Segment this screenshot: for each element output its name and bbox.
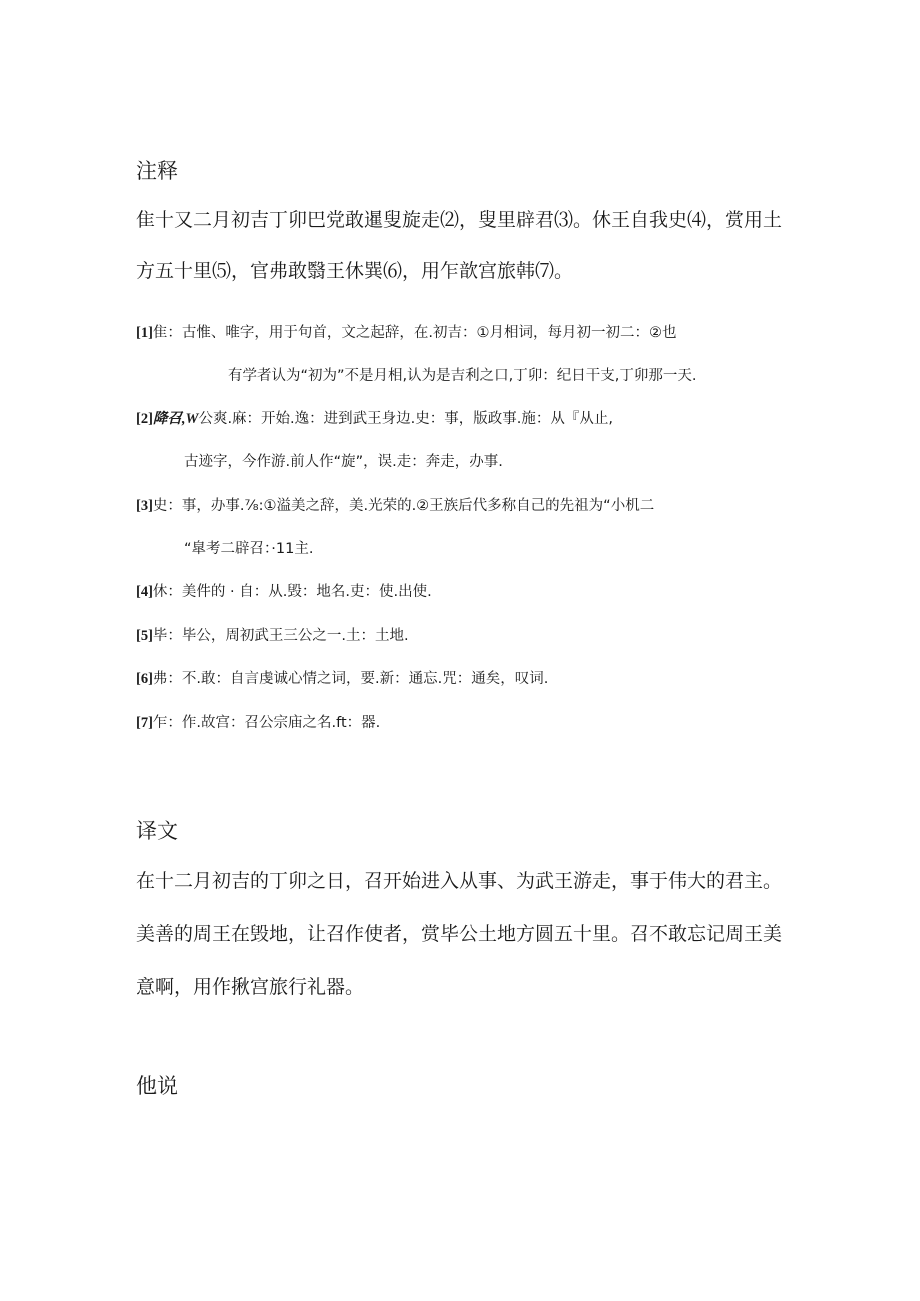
inscription-line-1: 隹十又二月初吉丁卯巴党敢暹叟旋走⑵，叟里辟君⑶。休王自我史⑷，赏用土 xyxy=(136,209,783,231)
note-text: 毕：毕公，周初武王三公之一.土：土地. xyxy=(152,628,409,644)
translation-line-2: 美善的周王在毁地，让召作使者，赏毕公土地方圆五十里。召不敢忘记周王美 xyxy=(136,923,783,945)
note-3 xyxy=(136,494,654,515)
note-2-continued xyxy=(184,450,503,471)
note-5 xyxy=(136,624,409,645)
note-6 xyxy=(136,667,548,688)
note-number: [4] xyxy=(136,584,153,600)
note-text: 公爽.麻：开始.逸：进到武王身边.史：事，版政事.施：从『从止, xyxy=(198,411,613,427)
note-garbled-text: 降召,W xyxy=(152,411,199,427)
note-number: [5] xyxy=(136,628,153,644)
note-number: [7] xyxy=(136,715,153,731)
note-text: 隹：古惟、唯字，用于句首，文之起辞，在.初吉：①月相词，每月初一初二：②也 xyxy=(152,325,677,341)
note-number: [3] xyxy=(136,498,153,514)
note-number: [1] xyxy=(136,325,153,341)
note-text: 古迹字，今作游.前人作“旋”，误.走：奔走，办事. xyxy=(184,454,503,470)
note-1 xyxy=(136,321,677,342)
note-3-continued xyxy=(184,537,313,558)
note-text: 休：美件的 · 自：从.毁：地名.吏：使.出使. xyxy=(152,584,432,600)
translation-line-1: 在十二月初吉的丁卯之日，召开始进入从事、为武王游走，事于伟大的君主。 xyxy=(136,870,783,892)
annotations-heading: 注释 xyxy=(136,159,178,183)
translation-line-3: 意啊，用作揪宫旅行礼器。 xyxy=(136,976,365,998)
others-heading: 他说 xyxy=(136,1074,178,1098)
note-1-continued xyxy=(228,364,696,385)
note-number: [6] xyxy=(136,671,153,687)
note-text: 弗：不.敢：自言虔诚心情之词，要.新：通忘.咒：通矣，叹词. xyxy=(152,671,549,687)
note-text: 有学者认为“初为”不是月相,认为是吉利之口,丁卯：纪日干支,丁卯那一天. xyxy=(228,368,697,384)
note-4 xyxy=(136,580,432,601)
note-text: 乍：作.故宫：召公宗庙之名.ft：器. xyxy=(152,715,381,731)
note-text: “皐考二辟召：·11主. xyxy=(184,541,314,557)
note-number: [2] xyxy=(136,411,153,427)
note-2 xyxy=(136,407,613,428)
note-7 xyxy=(136,711,380,732)
note-text: 史：事，办事.⅞:①溢美之辞，美.光荣的.②王族后代多称自己的先祖为“小机二 xyxy=(152,498,655,514)
translation-heading: 译文 xyxy=(136,819,178,843)
inscription-line-2: 方五十里⑸，官弗敢翳王休巽⑹，用乍歆宫旅韩⑺。 xyxy=(136,260,574,282)
